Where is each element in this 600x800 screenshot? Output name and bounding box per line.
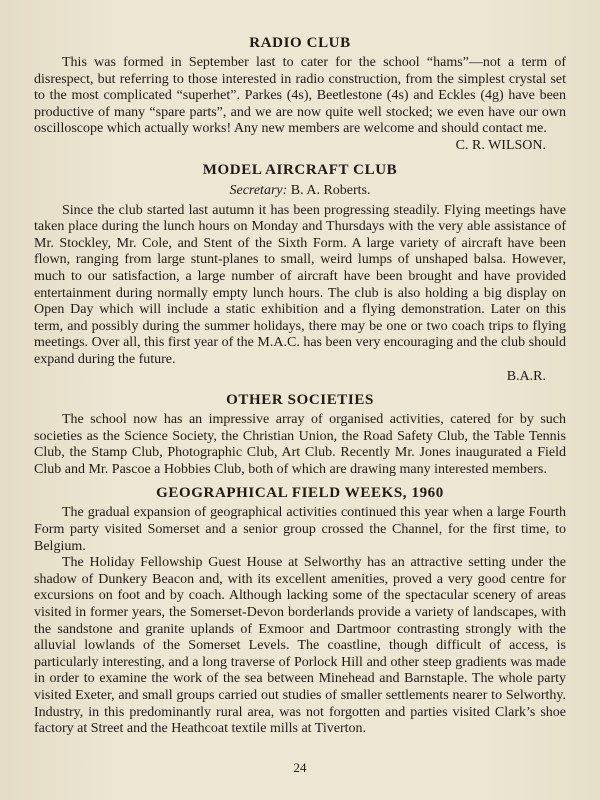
model-aircraft-club-section	[34, 161, 566, 386]
model-aircraft-club-heading: MODEL AIRCRAFT CLUB	[202, 161, 398, 178]
secretary-name: B. A. Roberts.	[290, 182, 371, 198]
geographical-field-weeks-section	[34, 484, 566, 737]
geographical-field-weeks-paragraph-2: The Holiday Fellowship Guest House at Selworthy has an attractive setting under the shadow of Dunkery Beacon and, with its excellent amenities, proved a very good centre for excursions on foot and by coach. Although lacking some of the spectacular scenery of areas visited in former years, the Somerset-Devon borderlands provide a variety of landscapes, with the sandstone and granite uplands of Exmoor and Dartmoor contrasting strongly with the alluvial lowlands of the Somerset Levels. The coastline, though difficult of access, is particularly interesting, and a long traverse of Porlock Hill and other steep gradients was made in order to examine the work of the sea between Minehead and Barnstaple. The whole party visited Exeter, and small groups carried out studies of smaller settlements nearer to Selworthy. Industry, in this predominantly rural area, was not forgotten and parties visited Clark’s shoe factory at Street and the Heathcoat textile mills at Tiverton.	[34, 555, 566, 737]
radio-club-heading: RADIO CLUB	[249, 35, 351, 51]
geographical-field-weeks-heading: GEOGRAPHICAL FIELD WEEKS, 1960	[156, 485, 444, 502]
secretary-line	[34, 182, 566, 199]
model-aircraft-club-text: Since the club started last autumn it has been progressing steadily. Flying meetings have taken place during the lunch hours on Monday and Thursdays with the very able assistance of Mr. Stockley, Mr. Cole, and Stent of the Sixth Form. A large variety of aircraft have been flown, ranging from large stunt-planes to small, weird lumps of unshaped balsa. However, much to our satisfaction, a large number of aircraft have been brought and have provided entertainment during normally empty lunch hours. The club is also holding a big display on Open Day which will include a static exhibition and a flying demonstration. Later on this term, and possibly during the summer holidays, there may be one or two coach trips to flying meetings. Over all, this first year of the M.A.C. has been very encouraging and the club should expand during the future.	[34, 202, 566, 367]
radio-club-signature: C. R. WILSON.	[455, 137, 546, 153]
radio-club-text: This was formed in September last to cater for the school “hams”—not a term of disrespect, but referring to those interested in radio construction, from the simplest crystal set to the most complicated “superhet”. Parkes (4s), Beetlestone (4s) and Eckles (4g) have been productive of many “spare parts”, and we are now quite well stocked; we even have our own oscilloscope which actually works! Any new members are welcome and should contact me.	[34, 55, 566, 137]
other-societies-section	[34, 391, 566, 478]
radio-club-section	[34, 34, 566, 155]
model-aircraft-club-signature: B.A.R.	[506, 368, 546, 384]
other-societies-text: The school now has an impressive array of organised activities, catered for by such societies as the Science Society, the Christian Union, the Road Safety Club, the Table Tennis Club, the Stamp Club, Photographic Club, Art Club. Recently Mr. Jones inaugurated a Field Club and Mr. Pascoe a Hobbies Club, both of which are drawing many interested members.	[34, 412, 566, 477]
page-number: 24	[293, 760, 307, 775]
secretary-label: Secretary:	[229, 182, 288, 198]
geographical-field-weeks-paragraph-1: The gradual expansion of geographical activities continued this year when a large Fourth Form party visited Somerset and a senior group crossed the Channel, for the first time, to Belgium.	[34, 505, 566, 554]
other-societies-heading: OTHER SOCIETIES	[226, 392, 374, 409]
